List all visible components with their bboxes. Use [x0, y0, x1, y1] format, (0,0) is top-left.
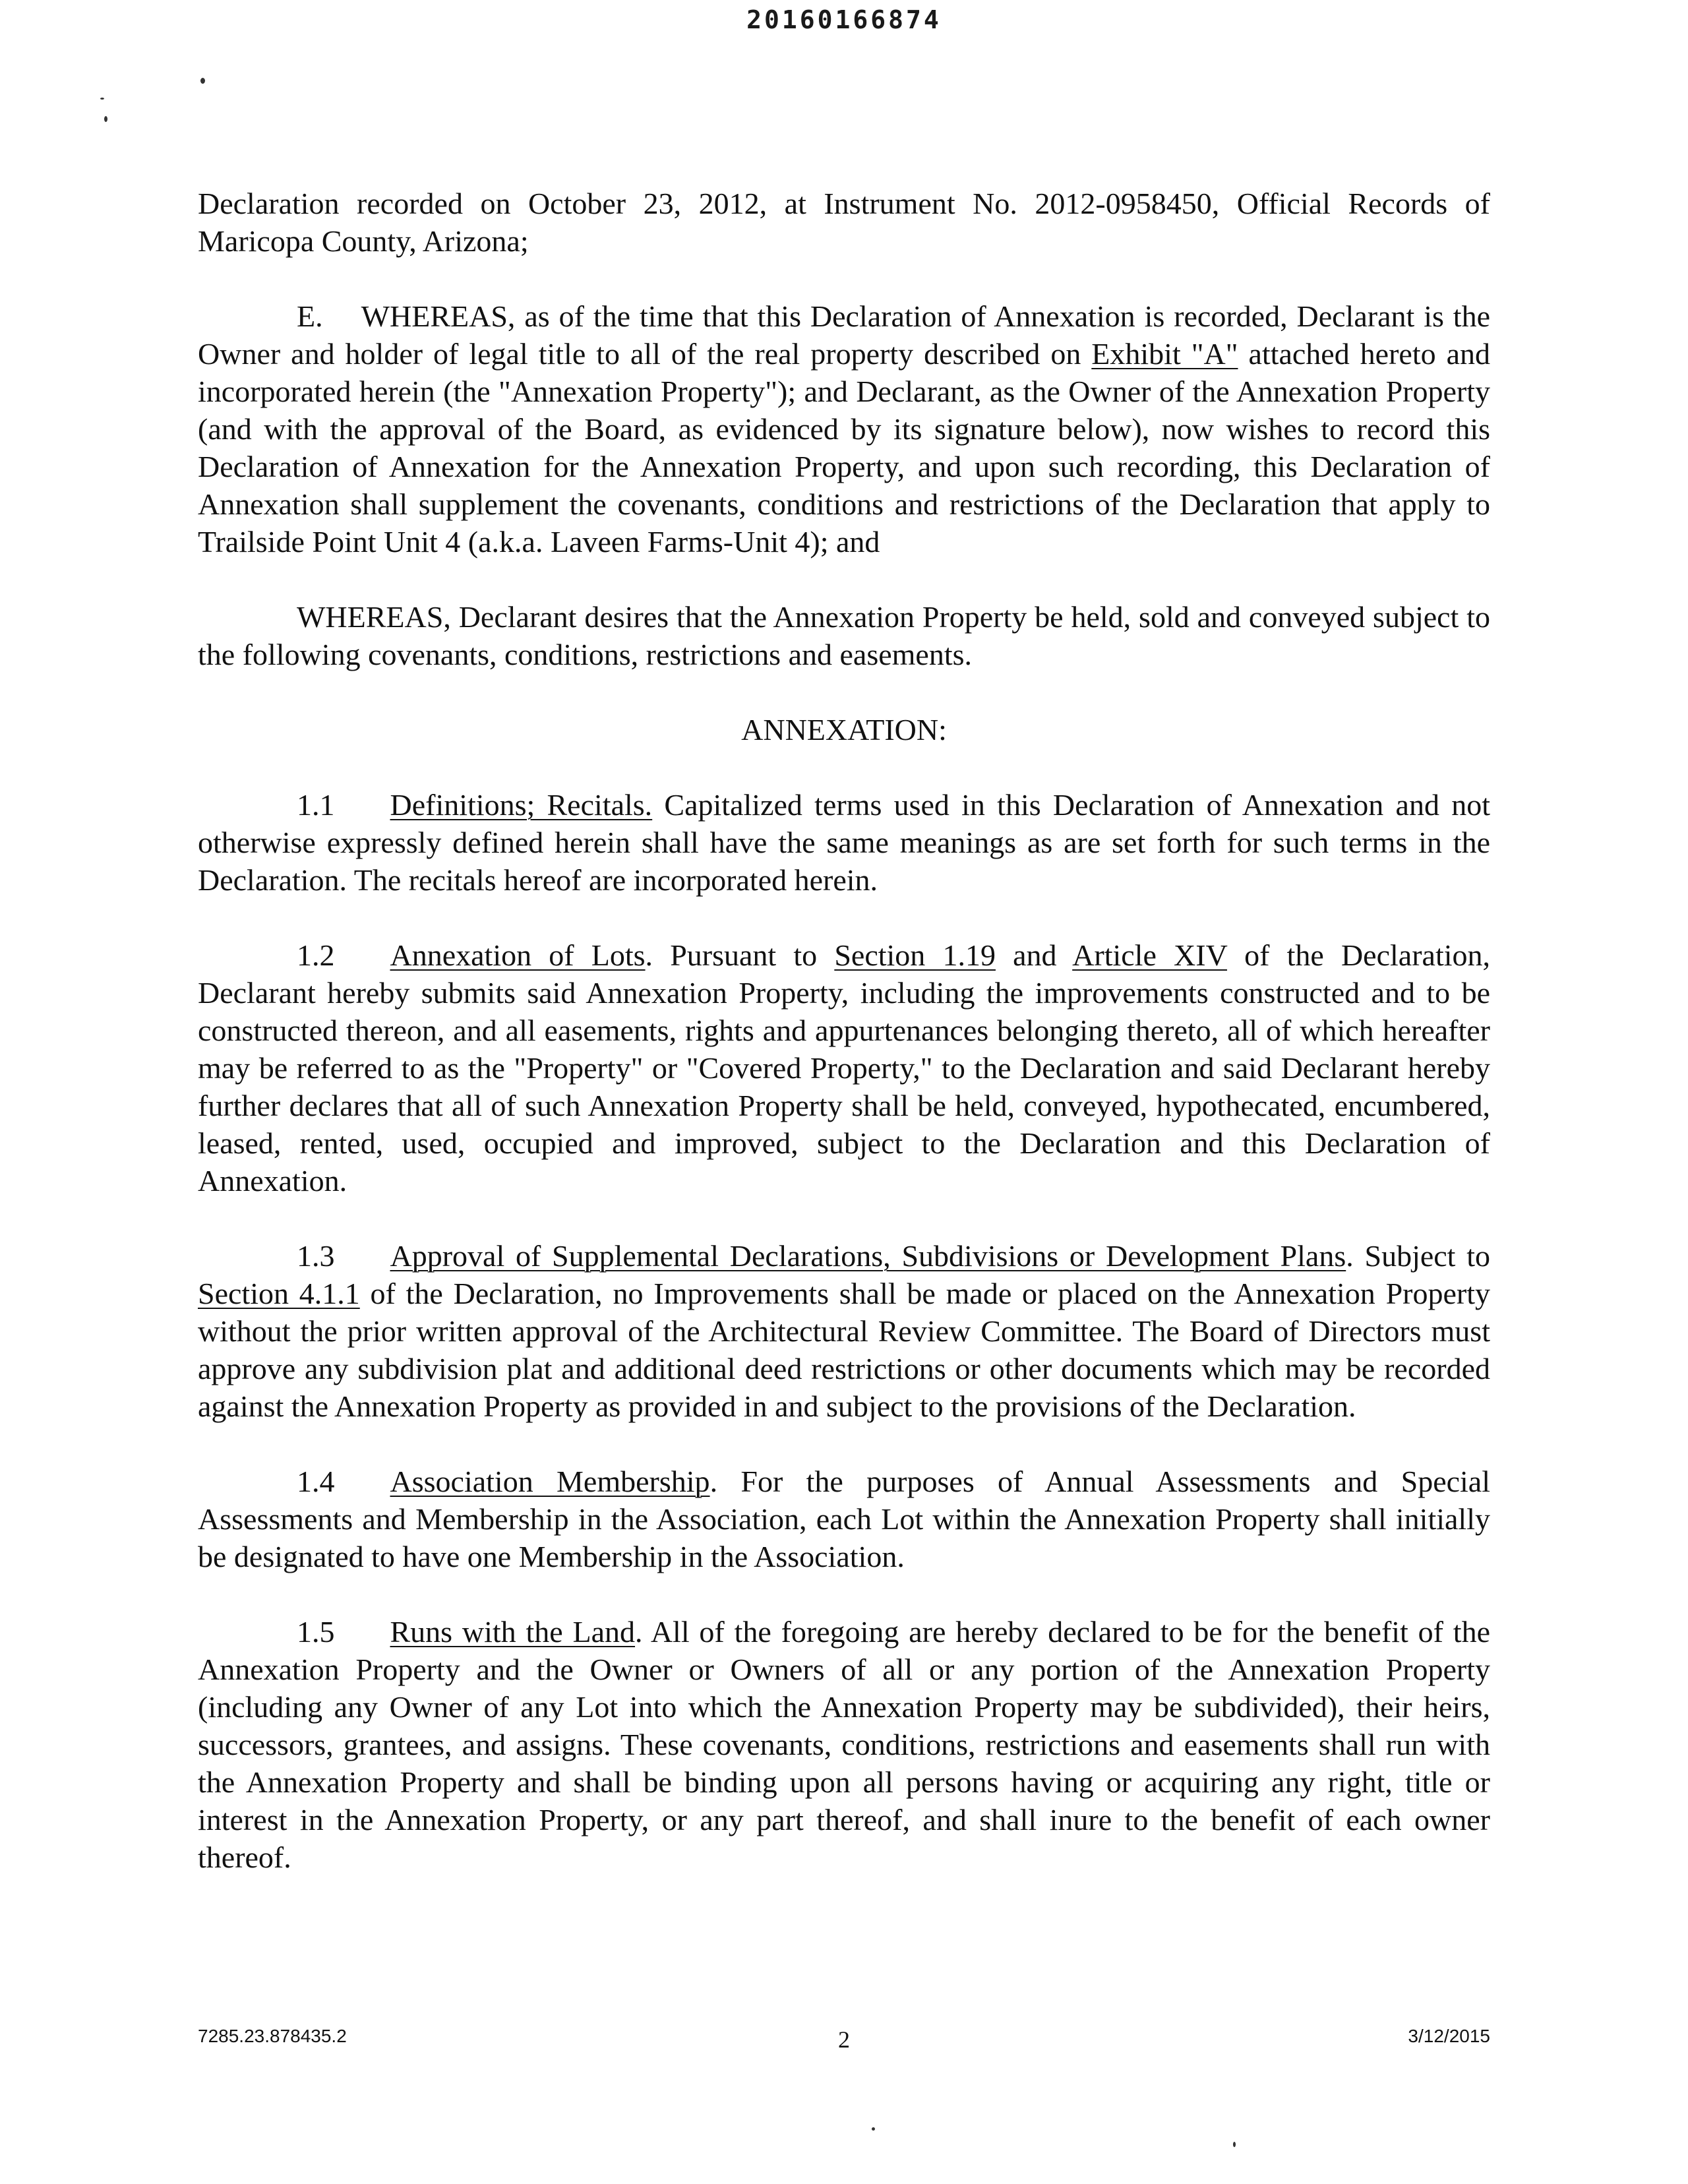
section-reference: Section 1.19	[834, 938, 996, 972]
footer-page-number: 2	[838, 2026, 850, 2053]
section-number: 1.3	[297, 1239, 335, 1273]
section-title: Annexation of Lots	[390, 938, 646, 972]
section-title: Runs with the Land	[390, 1615, 636, 1649]
scan-speck	[100, 98, 104, 100]
recital-label: E.	[297, 299, 323, 333]
section-1-5	[198, 1613, 1490, 1876]
paragraph-text: WHEREAS, Declarant desires that the Annexation Property be held, sold and conveyed subject to the following covenants, conditions, restrictions and easements.	[198, 600, 1490, 671]
section-text: . For the purposes of Annual Assessments and Special Assessments and Membership in the Association, each Lot within the Annexation Property shall initially be designated to have one Membership in the Association.	[198, 1465, 1490, 1573]
paragraph-text: Declaration recorded on October 23, 2012, at Instrument No. 2012-0958450, Official Records of Maricopa County, Arizona;	[198, 187, 1490, 258]
scan-speck	[200, 78, 205, 84]
paragraph-text: WHEREAS, as of the time that this Declaration of Annexation is recorded, Declarant is the Owner and holder of legal title to all of the real property described on	[198, 299, 1490, 371]
paragraph-recital-e	[198, 297, 1490, 561]
section-text: . Pursuant to	[645, 938, 835, 972]
section-text: . All of the foregoing are hereby declared to be for the benefit of the Annexation Property and the Owner or Owners of all or any portion of the Annexation Property (including any Owner of any Lot into which the Annexation Property may be subdivided), their heirs, successors, grantees, and assigns. These covenants, conditions, restrictions and easements shall run with the Annexation Property and shall be binding upon all persons having or acquiring any right, title or interest in the Annexation Property, or any part thereof, and shall inure to the benefit of each owner thereof.	[198, 1615, 1490, 1874]
scan-speck	[872, 2127, 875, 2131]
document-body	[198, 185, 1490, 1914]
section-text: Capitalized terms used in this Declaration of Annexation and not otherwise expressly defined herein shall have the same meanings as are set forth for such terms in the Declaration. The recitals hereof are incorporated herein.	[198, 788, 1490, 897]
section-1-4	[198, 1463, 1490, 1575]
section-text: of the Declaration, no Improvements shall be made or placed on the Annexation Property without the prior written approval of the Architectural Review Committee. The Board of Directors must approve any subdivision plat and additional deed restrictions or other documents which may be recorded against the Annexation Property as provided in and subject to the provisions of the Declaration.	[198, 1277, 1490, 1423]
section-1-3	[198, 1237, 1490, 1425]
exhibit-reference: Exhibit "A"	[1091, 337, 1238, 371]
heading-text: ANNEXATION:	[741, 713, 947, 746]
section-text: . Subject to	[1346, 1239, 1490, 1273]
section-reference: Section 4.1.1	[198, 1277, 360, 1310]
scan-speck	[1233, 2142, 1236, 2147]
section-1-1	[198, 786, 1490, 899]
section-number: 1.2	[297, 938, 335, 972]
section-heading	[198, 711, 1490, 748]
section-title: Approval of Supplemental Declarations, Subdivisions or Development Plans	[390, 1239, 1346, 1273]
paragraph-declaration-recorded	[198, 185, 1490, 260]
section-number: 1.4	[297, 1465, 335, 1498]
footer-date: 3/12/2015	[1408, 2026, 1490, 2046]
section-1-2	[198, 936, 1490, 1199]
page-footer	[198, 2026, 1490, 2059]
recording-number: 20160166874	[746, 5, 942, 34]
paragraph-text: attached hereto and incorporated herein (the "Annexation Property"); and Declarant, as the Owner of the Annexation Property (and with the approval of the Board, as evidenced by its signature below), now wishes to record this Declaration of Annexation for the Annexation Property, and upon such recording, this Declaration of Annexation shall supplement the covenants, conditions and restrictions of the Declaration that apply to Trailside Point Unit 4 (a.k.a. Laveen Farms-Unit 4); and	[198, 337, 1491, 559]
article-reference: Article XIV	[1072, 938, 1227, 972]
section-text: and	[995, 938, 1073, 972]
section-text: of the Declaration, Declarant hereby submits said Annexation Property, including the improvements constructed and to be constructed thereon, and all easements, rights and appurtenances belonging thereto, all of which hereafter may be referred to as the "Property" or "Covered Property," to the Declaration and said Declarant hereby further declares that all of such Annexation Property shall be held, conveyed, hypothecated, encumbered, leased, rented, used, occupied and improved, subject to the Declaration and this Declaration of Annexation.	[198, 938, 1491, 1198]
section-number: 1.1	[297, 788, 335, 822]
section-number: 1.5	[297, 1615, 335, 1649]
section-title: Association Membership	[390, 1465, 710, 1498]
footer-document-id: 7285.23.878435.2	[198, 2026, 347, 2046]
paragraph-whereas	[198, 598, 1490, 673]
scan-speck	[104, 116, 107, 122]
section-title: Definitions; Recitals.	[390, 788, 653, 822]
